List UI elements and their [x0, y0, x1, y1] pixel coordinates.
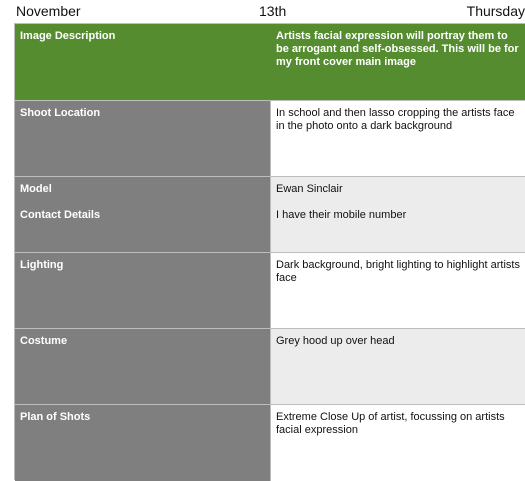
header-weekday: Thursday	[466, 3, 525, 19]
header-month: November	[16, 3, 81, 19]
image-description-value: Artists facial expression will portray them to be arrogant and self-obsessed. This will be for my front cover main image	[271, 24, 525, 100]
date-header	[0, 0, 525, 22]
image-description-label: Image Description	[15, 24, 271, 100]
shoot-location-label: Shoot Location	[15, 101, 271, 176]
header-day: 13th	[259, 3, 287, 19]
model-label-cell	[15, 177, 271, 252]
table-row-plan-of-shots	[15, 405, 525, 481]
model-value: Ewan Sinclair	[276, 183, 343, 195]
table-row-model	[15, 177, 525, 253]
table-row-costume	[15, 329, 525, 405]
table-row-image-description	[15, 24, 525, 101]
table-row-shoot-location	[15, 101, 525, 177]
model-label: Model	[20, 183, 52, 195]
costume-label: Costume	[15, 329, 271, 404]
plan-of-shots-label: Plan of Shots	[15, 405, 271, 481]
costume-value: Grey hood up over head	[271, 329, 525, 404]
shoot-location-value: In school and then lasso cropping the artists face in the photo onto a dark background	[271, 101, 525, 176]
lighting-label: Lighting	[15, 253, 271, 328]
contact-details-value: I have their mobile number	[276, 209, 407, 221]
table-row-lighting	[15, 253, 525, 329]
plan-of-shots-value: Extreme Close Up of artist, focussing on artists facial expression	[271, 405, 525, 481]
shoot-plan-table	[14, 23, 525, 480]
contact-details-label: Contact Details	[20, 209, 101, 221]
lighting-value: Dark background, bright lighting to highlight artists face	[271, 253, 525, 328]
model-value-cell	[271, 177, 525, 252]
